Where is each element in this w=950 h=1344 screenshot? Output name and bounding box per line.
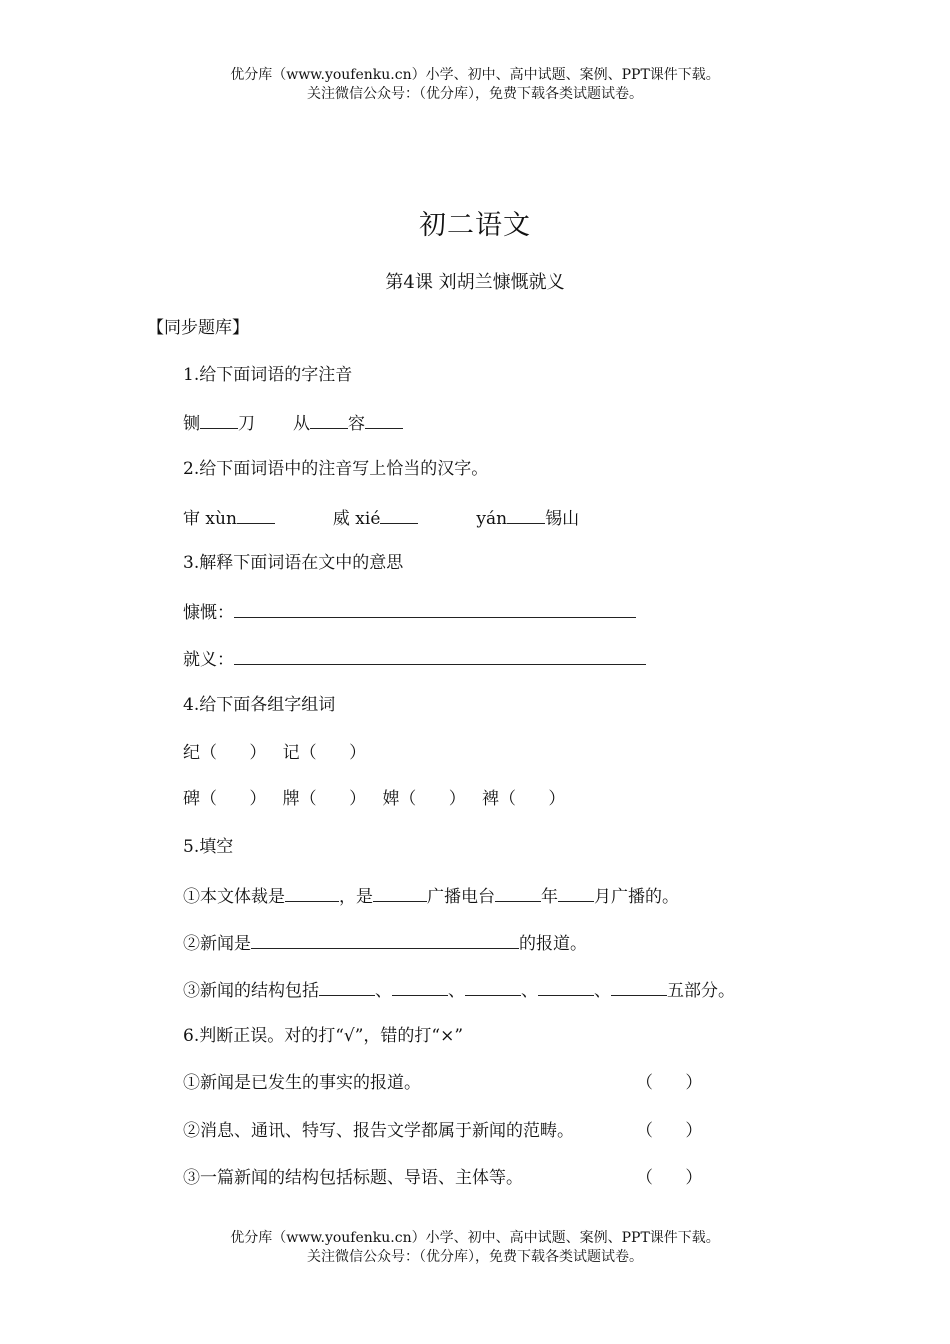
question-4-prompt: 4.给下面各组字组词: [183, 695, 336, 715]
question-3-item-2: [183, 646, 646, 672]
q1-word-2b: 容: [348, 414, 365, 434]
header-line-1: 优分库（www.youfenku.cn）小学、初中、高中试题、案例、PPT课件下载。: [230, 67, 720, 83]
q4-group-6: 裨（ ）: [481, 789, 566, 809]
question-3-item-1: [183, 599, 636, 625]
q5-blank-4[interactable]: [558, 883, 594, 902]
q5-text-2b: 的报道。: [519, 934, 587, 954]
question-1-prompt: 1.给下面词语的字注音: [183, 365, 353, 385]
q1-word-1b: 刀: [238, 414, 255, 434]
question-4-row-2: [183, 787, 565, 811]
q5-text-1c: 广播电台: [427, 887, 495, 907]
q5-blank-9[interactable]: [538, 977, 594, 996]
q5-blank-5[interactable]: [251, 930, 519, 949]
q5-text-1d: 年: [541, 887, 558, 907]
q5-sep-3: 、: [521, 981, 538, 1001]
q4-group-1: 纪（ ）: [183, 743, 267, 763]
q5-text-2a: ②新闻是: [183, 934, 251, 954]
q6-statement-2: ②消息、通讯、特写、报告文学都属于新闻的范畴。: [183, 1121, 574, 1141]
q5-sep-1: 、: [375, 981, 392, 1001]
question-6-prompt: 6.判断正误。对的打“√”，错的打“×”: [183, 1026, 464, 1046]
question-5-line-3: [183, 977, 735, 1003]
q5-blank-2[interactable]: [373, 883, 427, 902]
question-4-row-1: [183, 741, 366, 765]
section-heading: 【同步题库】: [147, 318, 249, 338]
question-5-line-2: [183, 930, 587, 956]
q2-word-3a: yán: [476, 509, 508, 529]
question-5-line-1: [183, 883, 679, 909]
q5-text-3a: ③新闻的结构包括: [183, 981, 319, 1001]
q6-answer-box-3[interactable]: （ ）: [636, 1168, 703, 1188]
q1-word-1a: 铡: [183, 414, 200, 434]
q6-statement-1: ①新闻是已发生的事实的报道。: [183, 1073, 421, 1093]
q2-word-1: 审 xùn: [183, 509, 237, 529]
q5-sep-4: 、: [594, 981, 611, 1001]
page-title: 初二语文: [419, 210, 531, 241]
footer-line-2: 关注微信公众号：（优分库），免费下载各类试题试卷。: [307, 1249, 643, 1265]
q5-blank-7[interactable]: [392, 977, 448, 996]
question-2-prompt: 2.给下面词语中的注音写上恰当的汉字。: [183, 459, 489, 479]
q4-group-2: 记（ ）: [282, 743, 367, 763]
q6-statement-3: ③一篇新闻的结构包括标题、导语、主体等。: [183, 1168, 523, 1188]
q5-blank-3[interactable]: [495, 883, 541, 902]
q1-blank-2[interactable]: [310, 410, 348, 429]
q5-blank-6[interactable]: [319, 977, 375, 996]
q5-text-1a: ①本文体裁是: [183, 887, 285, 907]
q1-word-2a: 从: [293, 414, 310, 434]
q2-word-2: 威 xié: [332, 509, 381, 529]
q3-word-1: 慷慨：: [183, 603, 234, 623]
question-2-items: [183, 505, 579, 531]
page-header: [0, 66, 950, 104]
q4-group-5: 婢（ ）: [382, 789, 466, 809]
q3-answer-line-1[interactable]: [234, 599, 636, 618]
q5-blank-1[interactable]: [285, 883, 339, 902]
q5-text-1b: ，是: [339, 887, 373, 907]
question-5-prompt: 5.填空: [183, 837, 234, 857]
q1-blank-3[interactable]: [365, 410, 403, 429]
q5-sep-2: 、: [448, 981, 465, 1001]
q3-word-2: 就义：: [183, 650, 234, 670]
question-3-prompt: 3.解释下面词语在文中的意思: [183, 553, 404, 573]
q2-word-3b: 锡山: [545, 509, 580, 529]
question-1-items: [183, 410, 403, 436]
q4-group-4: 牌（ ）: [282, 789, 367, 809]
page-footer: [0, 1229, 950, 1267]
lesson-subtitle: 第4课 刘胡兰慷慨就义: [385, 272, 565, 293]
q6-answer-box-1[interactable]: （ ）: [636, 1073, 703, 1093]
q5-text-1e: 月广播的。: [594, 887, 679, 907]
q6-answer-box-2[interactable]: （ ）: [636, 1121, 703, 1141]
q2-blank-1[interactable]: [237, 505, 275, 524]
q5-blank-8[interactable]: [465, 977, 521, 996]
q2-blank-2[interactable]: [380, 505, 418, 524]
q5-text-3b: 五部分。: [667, 981, 735, 1001]
q1-blank-1[interactable]: [200, 410, 238, 429]
q3-answer-line-2[interactable]: [234, 646, 646, 665]
footer-line-1: 优分库（www.youfenku.cn）小学、初中、高中试题、案例、PPT课件下载。: [230, 1230, 720, 1246]
header-line-2: 关注微信公众号：（优分库），免费下载各类试题试卷。: [307, 86, 643, 102]
q2-blank-3[interactable]: [507, 505, 545, 524]
q4-group-3: 碑（ ）: [183, 789, 267, 809]
q5-blank-10[interactable]: [611, 977, 667, 996]
